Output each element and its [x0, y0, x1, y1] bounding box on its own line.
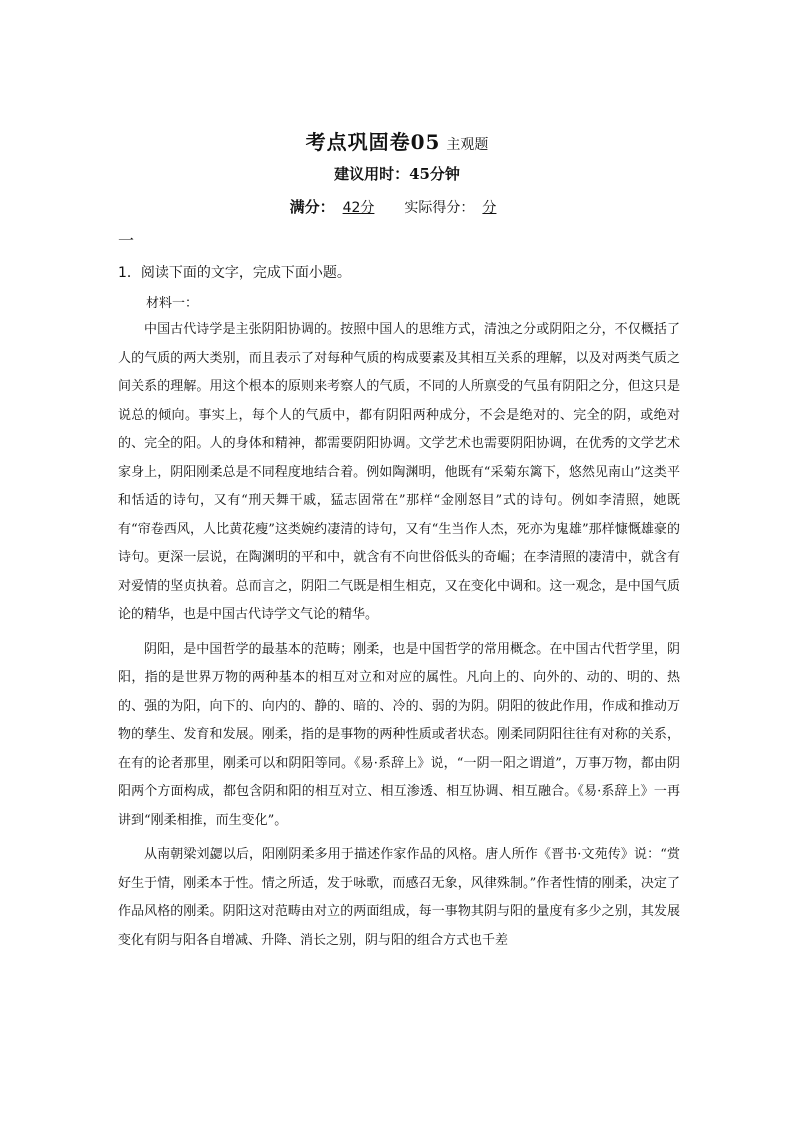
- actual-score-label: 实际得分：: [404, 200, 475, 216]
- title-main: 考点巩固卷05: [305, 130, 441, 154]
- paragraph: 从南朝梁刘勰以后，阳刚阴柔多用于描述作家作品的风格。唐人所作《晋书·文苑传》说：“赏好生于情，刚柔本于性。情之所适，发于咏歌，而感召无象，风律殊制。”作者性情的刚柔，决定了作品风格的刚柔。阴阳这对范畴由对立的两面组成，每一事物其阴与阳的量度有多少之别，其发展变化有阴与阳各自增减、升降、消长之别，阴与阳的组合方式也千差: [118, 847, 680, 948]
- page-title: [0, 126, 794, 155]
- question-prompt: 1．阅读下面的文字，完成下面小题。: [118, 265, 351, 281]
- suggested-time: 建议用时：45分钟: [334, 165, 460, 183]
- actual-score-blank: 分: [482, 200, 497, 216]
- passage-body: [118, 316, 680, 961]
- paragraph: 阴阳，是中国哲学的最基本的范畴；刚柔，也是中国哲学的常用概念。在中国古代哲学里，阴阳，指的是世界万物的两种基本的相互对立和对应的属性。凡向上的、向外的、动的、明的、热的、强的为阳，向下的、向内的、静的、暗的、冷的、弱的为阴。阴阳的彼此作用，作成和推动万物的孳生、发育和发展。刚柔，指的是事物的两种性质或者状态。刚柔同阴阳往往有对称的关系，在有的论者那里，刚柔可以和阴阳等同。《易·系辞上》说，“一阴一阳之谓道”，万事万物，都由阴阳两个方面构成，都包含阴和阳的相互对立、相互渗透、相互协调、相互融合。《易·系辞上》一再讲到“刚柔相推，而生变化”。: [118, 641, 680, 828]
- score-label: 满分：: [289, 198, 335, 216]
- section-number: 一: [118, 231, 135, 250]
- material-label: 材料一：: [146, 296, 199, 311]
- paragraph: 中国古代诗学是主张阴阳协调的。按照中国人的思维方式，清浊之分或阴阳之分，不仅概括了人的气质的两大类别，而且表示了对每种气质的构成要素及其相互关系的理解，以及对两类气质之间关系的理解。用这个根本的原则来考察人的气质，不同的人所禀受的气虽有阴阳之分，但这只是说总的倾向。事实上，每个人的气质中，都有阴阳两种成分，不会是绝对的、完全的阴，或绝对的、完全的阳。人的身体和精神，都需要阴阳协调。文学艺术也需要阴阳协调，在优秀的文学艺术家身上，阴阳刚柔总是不同程度地结合着。例如陶渊明，他既有“采菊东篱下，悠然见南山”这类平和恬适的诗句，又有“刑天舞干戚，猛志固常在”那样“金刚怒目”式的诗句。例如李清照，她既有“帘卷西风，人比黄花瘦”这类婉约凄清的诗句，又有“生当作人杰，死亦为鬼雄”那样慷慨雄豪的诗句。更深一层说，在陶渊明的平和中，就含有不向世俗低头的奇崛；在李清照的凄清中，就含有对爱情的坚贞执着。总而言之，阴阳二气既是相生相克，又在变化中调和。这一观念，是中国气质论的精华，也是中国古代诗学文气论的精华。: [118, 322, 680, 622]
- title-subtitle: 主观题: [446, 137, 489, 153]
- score-value: 42分: [342, 200, 375, 216]
- score-line: [0, 196, 794, 217]
